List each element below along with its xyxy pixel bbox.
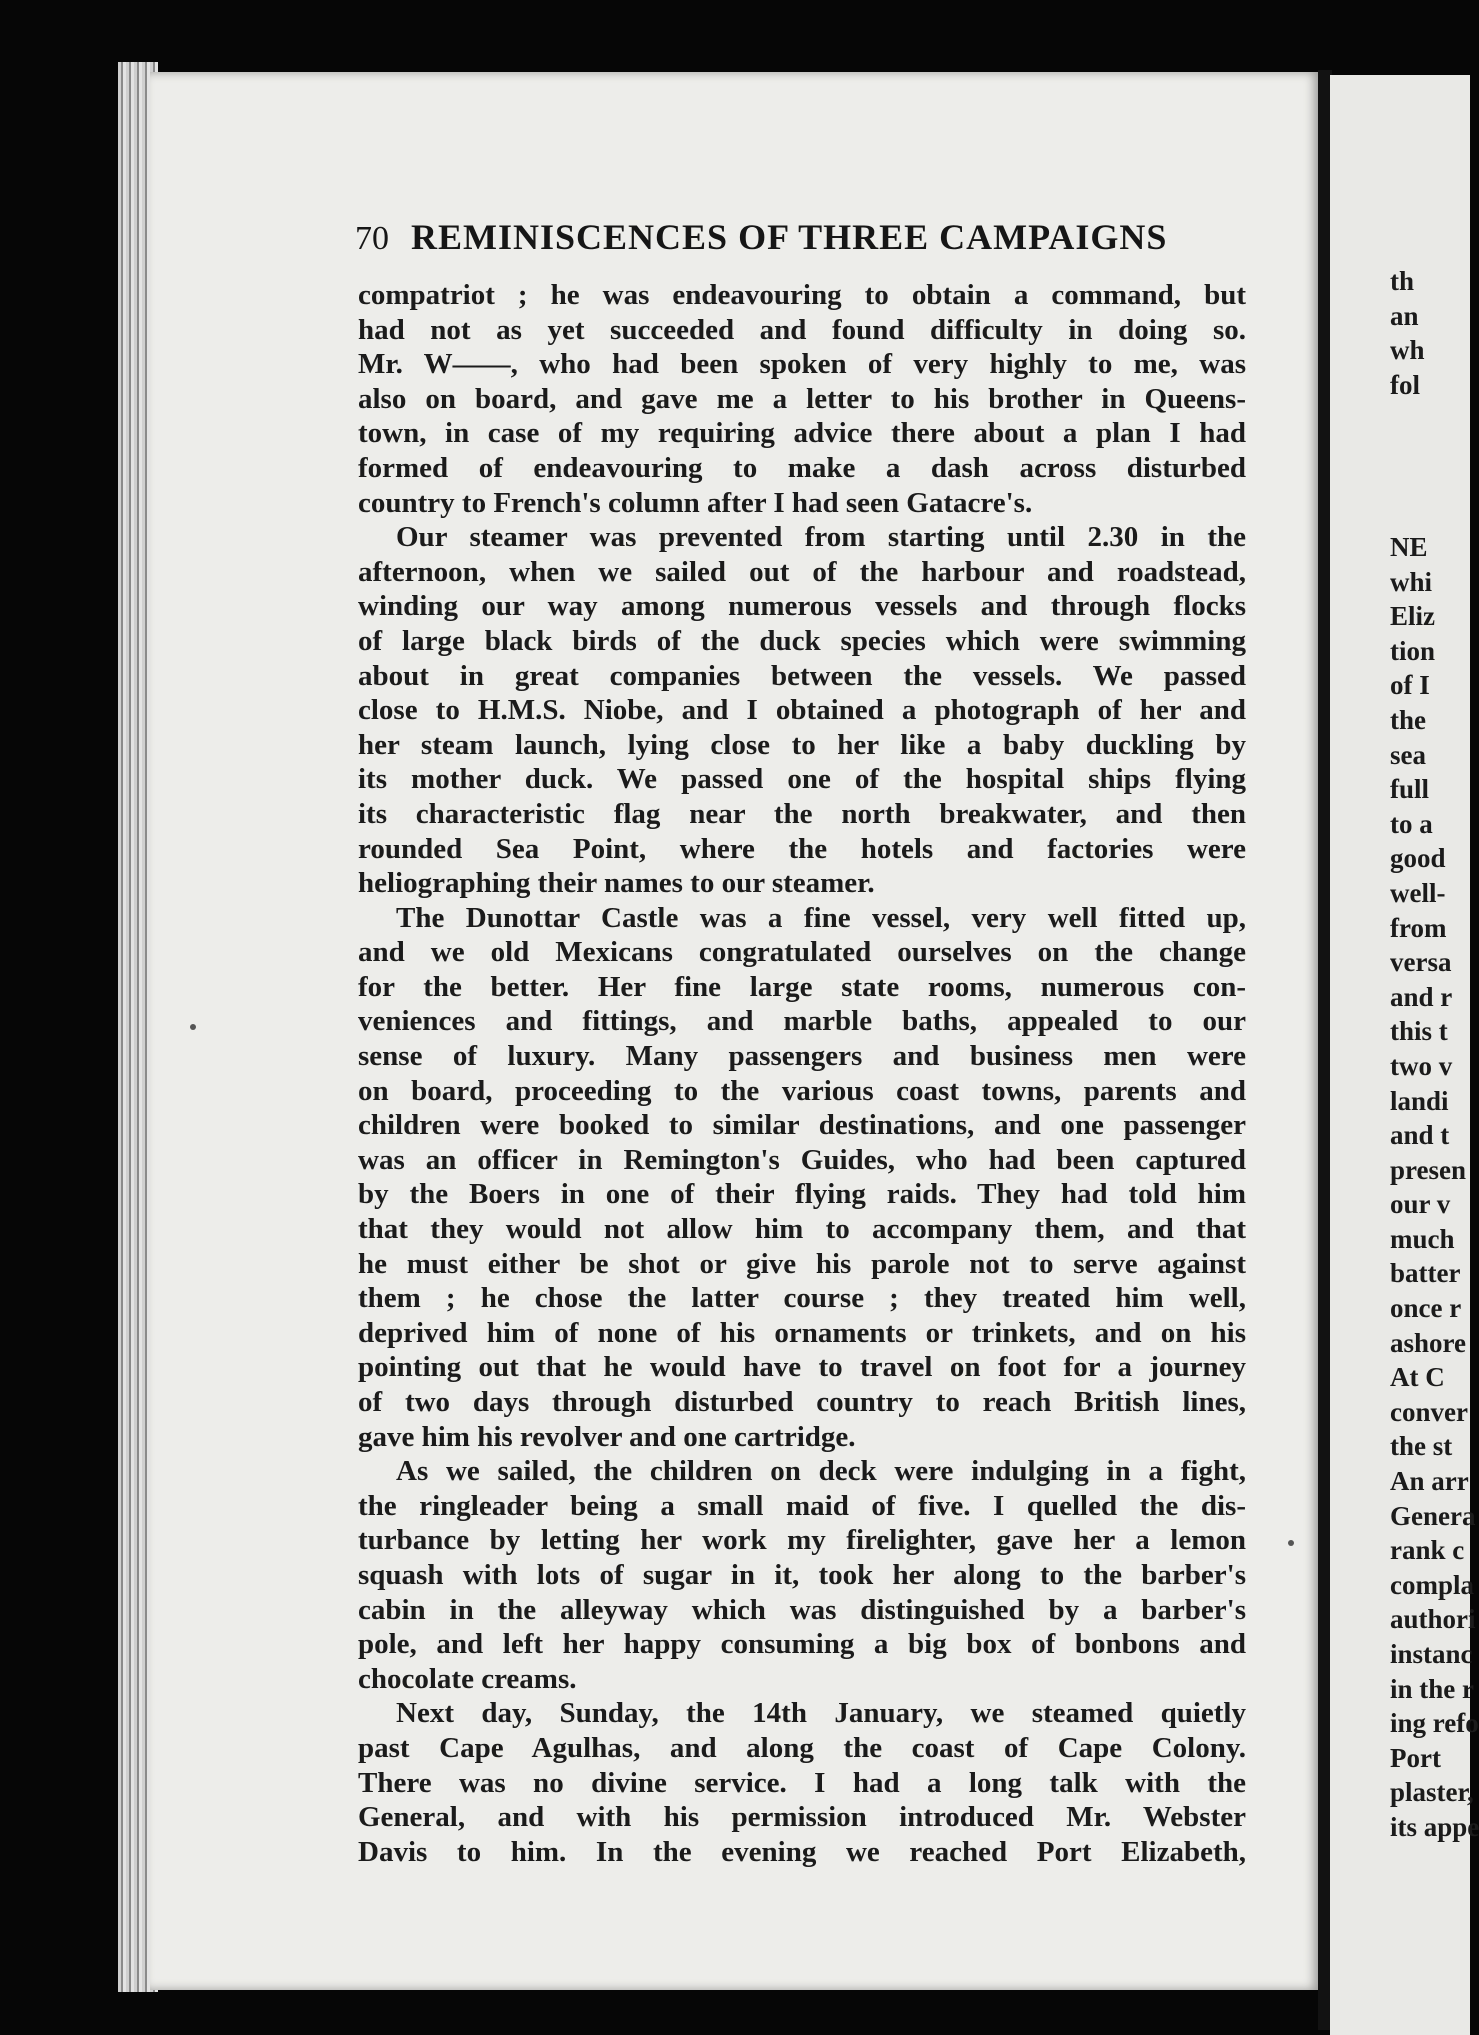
- text-line: chocolate creams.: [358, 1662, 577, 1695]
- fragment-line: An arr: [1390, 1466, 1469, 1497]
- text-line: its characteristic flag near the north breakwater, and then: [358, 797, 1246, 830]
- text-line: As we sailed, the children on deck were indulging in a fight,: [396, 1455, 1246, 1488]
- text-line: compatriot ; he was endeavouring to obtain a command, but: [358, 279, 1246, 311]
- fragment-line: an: [1390, 300, 1419, 331]
- fragment-line: Eliz: [1390, 601, 1435, 632]
- text-line: of two days through disturbed country to reach British lines,: [358, 1386, 1246, 1418]
- text-line: Our steamer was prevented from starting until 2.30 in the: [396, 521, 1246, 554]
- fragment-line: ing refo: [1390, 1708, 1479, 1739]
- running-head: [355, 216, 1255, 264]
- text-line: her steam launch, lying close to her like a baby duckling by: [358, 728, 1246, 761]
- facing-page-fragments-main: [1390, 530, 1479, 1845]
- text-line: cabin in the alleyway which was distinguished by a barber's: [358, 1593, 1246, 1626]
- fragment-line: wh: [1390, 335, 1425, 366]
- text-line: pole, and left her happy consuming a big box of bonbons and: [358, 1628, 1246, 1661]
- text-line: also on board, and gave me a letter to his brother in Queens-: [358, 382, 1246, 415]
- fragment-line: ashore: [1390, 1327, 1467, 1358]
- fragment-line: our v: [1390, 1189, 1451, 1220]
- text-line: that they would not allow him to accompany them, and that: [358, 1213, 1246, 1246]
- text-line: was an officer in Remington's Guides, who had been captured: [358, 1143, 1246, 1176]
- fragment-line: in the r: [1390, 1673, 1474, 1704]
- text-line: children were booked to similar destinations, and one passenger: [358, 1109, 1246, 1142]
- page-number: 70: [355, 220, 389, 257]
- text-line: pointing out that he would have to travel on foot for a journey: [358, 1351, 1246, 1384]
- text-line: formed of endeavouring to make a dash across disturbed: [358, 451, 1246, 484]
- text-line: rounded Sea Point, where the hotels and factories were: [358, 832, 1246, 865]
- text-line: the ringleader being a small maid of five. I quelled the dis-: [358, 1489, 1246, 1522]
- text-line: veniences and fittings, and marble baths, appealed to our: [358, 1005, 1246, 1038]
- fragment-line: NE: [1390, 532, 1428, 562]
- text-line: and we old Mexicans congratulated ourselves on the change: [358, 936, 1246, 969]
- fragment-line: its appe: [1390, 1811, 1479, 1842]
- fragment-line: plaster,: [1390, 1777, 1474, 1808]
- fragment-line: compla: [1390, 1569, 1474, 1600]
- margin-speck: [1288, 1540, 1294, 1546]
- fragment-line: much: [1390, 1223, 1455, 1254]
- fragment-line: and t: [1390, 1120, 1450, 1151]
- fragment-line: batter: [1390, 1258, 1461, 1289]
- text-line: sense of luxury. Many passengers and business men were: [358, 1040, 1246, 1073]
- fragment-line: versa: [1390, 947, 1452, 978]
- text-line: about in great companies between the vessels. We passed: [358, 659, 1246, 692]
- text-line: country to French's column after I had seen Gatacre's.: [358, 486, 1033, 519]
- fragment-line: Genera: [1390, 1500, 1476, 1531]
- text-line: past Cape Agulhas, and along the coast of Cape Colony.: [358, 1731, 1246, 1764]
- fragment-line: rank c: [1390, 1535, 1465, 1566]
- fragment-line: conver: [1390, 1396, 1468, 1427]
- fragment-line: tion: [1390, 635, 1436, 666]
- fragment-line: once r: [1390, 1293, 1462, 1324]
- text-line: had not as yet succeeded and found difficulty in doing so.: [358, 313, 1246, 346]
- text-line: squash with lots of sugar in it, took her along to the barber's: [358, 1558, 1246, 1591]
- text-line: on board, proceeding to the various coast towns, parents and: [358, 1074, 1246, 1107]
- fragment-line: and r: [1390, 981, 1453, 1012]
- text-line: gave him his revolver and one cartridge.: [358, 1420, 856, 1453]
- text-line: he must either be shot or give his parole not to serve against: [358, 1247, 1246, 1280]
- fragment-line: fol: [1390, 369, 1420, 400]
- body-text: [358, 278, 1246, 1869]
- fragment-line: whi: [1390, 566, 1433, 597]
- text-line: deprived him of none of his ornaments or trinkets, and on his: [358, 1316, 1246, 1349]
- text-line: There was no divine service. I had a long talk with the: [358, 1766, 1246, 1799]
- fragment-line: good: [1390, 843, 1446, 874]
- fragment-line: At C: [1390, 1362, 1445, 1393]
- fragment-line: the st: [1390, 1431, 1453, 1462]
- facing-page-fragments-top: [1390, 264, 1470, 402]
- text-line: Next day, Sunday, the 14th January, we steamed quietly: [396, 1697, 1246, 1730]
- fragment-line: this t: [1390, 1016, 1448, 1047]
- fragment-line: instanc: [1390, 1639, 1473, 1669]
- text-line: for the better. Her fine large state rooms, numerous con-: [358, 970, 1246, 1003]
- fragment-line: full: [1390, 774, 1430, 805]
- margin-speck: [190, 1024, 196, 1030]
- text-line: close to H.M.S. Niobe, and I obtained a photograph of her and: [358, 694, 1246, 727]
- fragment-line: authori: [1390, 1604, 1476, 1635]
- fragment-line: Port: [1390, 1742, 1441, 1773]
- text-line: town, in case of my requiring advice there about a plan I had: [358, 417, 1246, 450]
- fragment-line: well-: [1390, 877, 1446, 908]
- fragment-line: two v: [1390, 1050, 1453, 1081]
- text-line: Mr. W——, who had been spoken of very highly to me, was: [358, 348, 1246, 381]
- running-title: REMINISCENCES OF THREE CAMPAIGNS: [411, 217, 1168, 257]
- text-line: afternoon, when we sailed out of the harbour and roadstead,: [358, 555, 1246, 588]
- fragment-line: from: [1390, 912, 1447, 943]
- text-line: Davis to him. In the evening we reached Port Elizabeth,: [358, 1835, 1246, 1868]
- fragment-line: th: [1390, 266, 1415, 296]
- text-line: its mother duck. We passed one of the hospital ships flying: [358, 763, 1246, 796]
- text-line: them ; he chose the latter course ; they treated him well,: [358, 1282, 1246, 1315]
- text-line: of large black birds of the duck species which were swimming: [358, 624, 1246, 657]
- text-line: General, and with his permission introduced Mr. Webster: [358, 1801, 1246, 1834]
- fragment-line: landi: [1390, 1085, 1449, 1116]
- text-line: turbance by letting her work my firelighter, gave her a lemon: [358, 1524, 1246, 1557]
- fragment-line: the: [1390, 704, 1426, 735]
- text-line: heliographing their names to our steamer.: [358, 867, 875, 900]
- fragment-line: presen: [1390, 1154, 1467, 1185]
- text-line: The Dunottar Castle was a fine vessel, very well fitted up,: [396, 901, 1246, 934]
- fragment-line: to a: [1390, 808, 1433, 839]
- text-line: winding our way among numerous vessels and through flocks: [358, 590, 1246, 623]
- fragment-line: sea: [1390, 739, 1426, 770]
- fragment-line: of I: [1390, 670, 1430, 701]
- text-line: by the Boers in one of their flying raids. They had told him: [358, 1178, 1246, 1211]
